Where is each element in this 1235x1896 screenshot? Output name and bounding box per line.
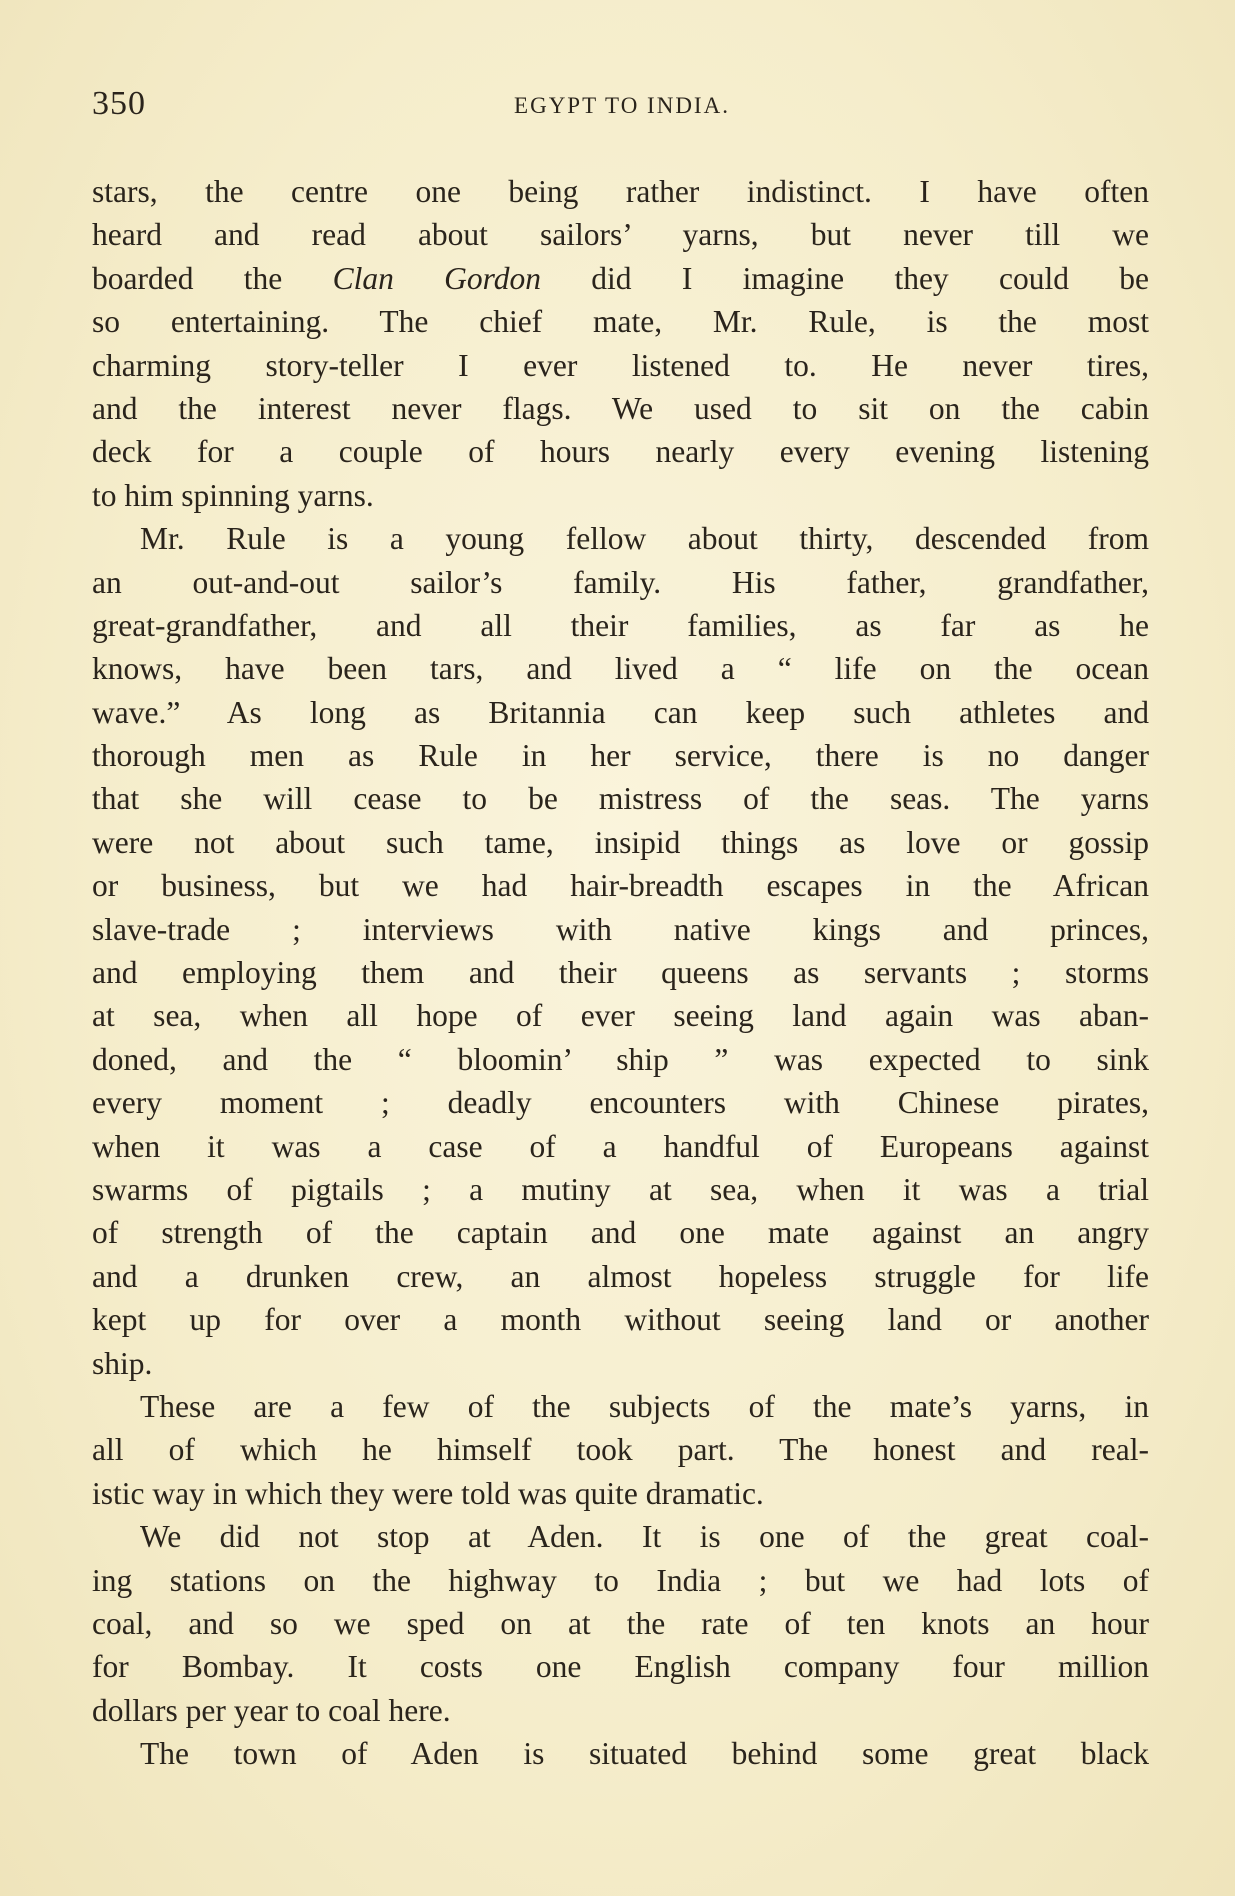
text-line: kept up for over a month without seeing land or another: [92, 1302, 1149, 1338]
text-line: doned, and the “ bloomin’ ship ” was expected to sink: [92, 1041, 1149, 1077]
text-line: stars, the centre one being rather indistinct. I have often: [92, 174, 1149, 209]
text-line: istic way in which they were told was quite dramatic.: [92, 1475, 764, 1511]
text-line: Mr. Rule is a young fellow about thirty, descended from: [140, 521, 1149, 557]
text-line: all of which he himself took part. The honest and real-: [92, 1432, 1149, 1468]
text-line: We did not stop at Aden. It is one of the great coal-: [140, 1519, 1149, 1555]
text-line: that she will cease to be mistress of the seas. The yarns: [92, 781, 1149, 817]
page-header: [92, 85, 1152, 125]
text-line: These are a few of the subjects of the mate’s yarns, in: [140, 1388, 1149, 1424]
text-line: ing stations on the highway to India ; but we had lots of: [92, 1562, 1149, 1598]
running-title: EGYPT TO INDIA.: [514, 93, 730, 118]
text-line: swarms of pigtails ; a mutiny at sea, when it was a trial: [92, 1171, 1149, 1207]
text-fragment: did I imagine they could be: [591, 260, 1150, 296]
text-line: The town of Aden is situated behind some great black: [140, 1736, 1149, 1772]
text-line: charming story-teller I ever listened to. He never tires,: [92, 347, 1149, 383]
text-line: thorough men as Rule in her service, there is no danger: [92, 738, 1149, 774]
text-line: were not about such tame, insipid things as love or gossip: [92, 824, 1149, 860]
text-line: deck for a couple of hours nearly every evening listening: [92, 434, 1149, 470]
text-line: coal, and so we sped on at the rate of ten knots an hour: [92, 1605, 1149, 1641]
body-text: [92, 170, 1149, 1775]
text-line: so entertaining. The chief mate, Mr. Rule, is the most: [92, 304, 1149, 340]
text-line: heard and read about sailors’ yarns, but never till we: [92, 217, 1149, 253]
text-line: to him spinning yarns.: [92, 477, 374, 513]
text-line: ship.: [92, 1345, 153, 1381]
text-fragment: boarded the: [92, 260, 283, 296]
text-line: and the interest never flags. We used to sit on the cabin: [92, 390, 1149, 426]
text-line: knows, have been tars, and lived a “ life on the ocean: [92, 651, 1149, 687]
text-line: dollars per year to coal here.: [92, 1692, 451, 1728]
text-line: and a drunken crew, an almost hopeless struggle for life: [92, 1258, 1149, 1294]
text-line: great-grandfather, and all their families, as far as he: [92, 607, 1149, 643]
text-line: [92, 257, 1149, 300]
text-line: wave.” As long as Britannia can keep such athletes and: [92, 694, 1149, 730]
text-line: when it was a case of a handful of Europeans against: [92, 1128, 1149, 1164]
ship-name: Clan Gordon: [332, 260, 541, 296]
text-line: every moment ; deadly encounters with Chinese pirates,: [92, 1085, 1149, 1121]
text-line: and employing them and their queens as servants ; storms: [92, 955, 1149, 991]
text-line: an out-and-out sailor’s family. His father, grandfather,: [92, 564, 1149, 600]
text-line: or business, but we had hair-breadth escapes in the African: [92, 868, 1149, 904]
text-line: for Bombay. It costs one English company four million: [92, 1649, 1149, 1685]
text-line: of strength of the captain and one mate against an angry: [92, 1215, 1149, 1251]
page-number: 350: [92, 85, 146, 122]
text-line: at sea, when all hope of ever seeing land again was aban-: [92, 998, 1149, 1034]
text-line: slave-trade ; interviews with native kings and princes,: [92, 911, 1149, 947]
